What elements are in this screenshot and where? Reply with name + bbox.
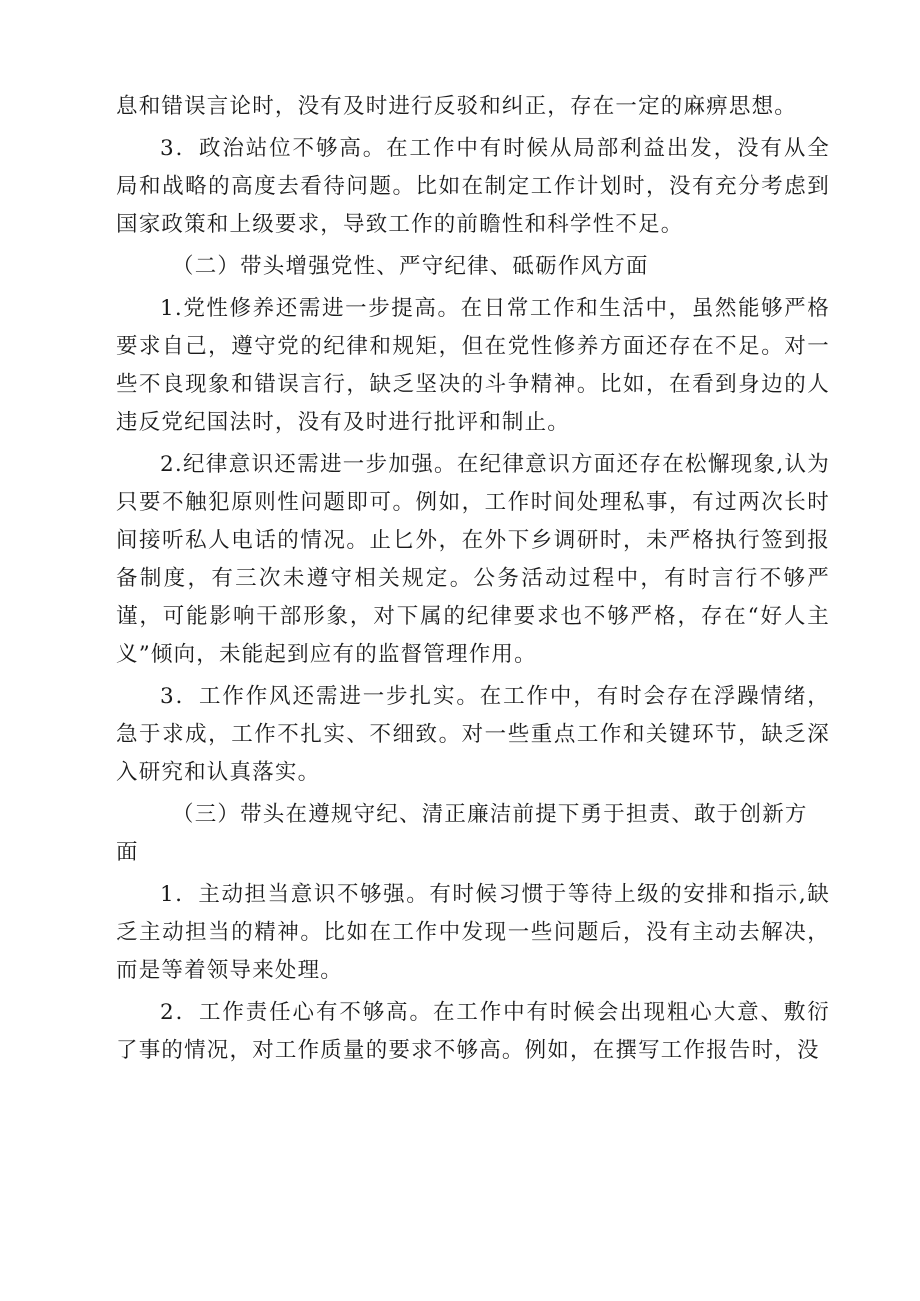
- paragraph-work-style: 3．工作作风还需进一步扎实。在工作中，有时会存在浮躁情绪，急于求成，工作不扎实、不细致。对一些重点工作和关键环节，缺乏深入研究和认真落实。: [116, 684, 830, 785]
- section-heading-three: （三）带头在遵规守纪、清正廉洁前提下勇于担责、敢于创新方面: [116, 802, 808, 865]
- section-heading-two: （二）带头增强党性、严守纪律、砥砺作风方面: [172, 254, 649, 279]
- paragraph-discipline: 2.纪律意识还需进一步加强。在纪律意识方面还存在松懈现象,认为只要不触犯原则性问题即可。例如，工作时间处理私事，有过两次长时间接听私人电话的情况。止匕外，在外下乡调研时，未严格执行签到报备制度，有三次未遵守相关规定。公务活动过程中，有时言行不够严谨，可能影响干部形象，对下属的纪律要求也不够严格，存在“好人主义”倾向，未能起到应有的监督管理作用。: [116, 452, 830, 667]
- paragraph-party-spirit: 1.党性修养还需进一步提高。在日常工作和生活中，虽然能够严格要求自己，遵守党的纪律和规矩，但在党性修养方面还存在不足。对一些不良现象和错误言行，缺乏坚决的斗争精神。比如，在看到身边的人违反党纪国法时，没有及时进行批评和制止。: [116, 296, 830, 435]
- paragraph-initiative: 1．主动担当意识不够强。有时候习惯于等待上级的安排和指示,缺乏主动担当的精神。比如在工作中发现一些问题后，没有主动去解决，而是等着领导来处理。: [116, 882, 830, 983]
- paragraph-responsibility: 2．工作责任心有不够高。在工作中有时候会出现粗心大意、敷衍了事的情况，对工作质量的要求不够高。例如，在撰写工作报告时，没: [116, 1000, 830, 1063]
- paragraph-political-stance: 3．政治站位不够高。在工作中有时候从局部利益出发，没有从全局和战略的高度去看待问题。比如在制定工作计划时，没有充分考虑到国家政策和上级要求，导致工作的前瞻性和科学性不足。: [116, 136, 830, 237]
- paragraph-continuation: 息和错误言论时，没有及时进行反驳和纠正，存在一定的麻痹思想。: [116, 94, 798, 119]
